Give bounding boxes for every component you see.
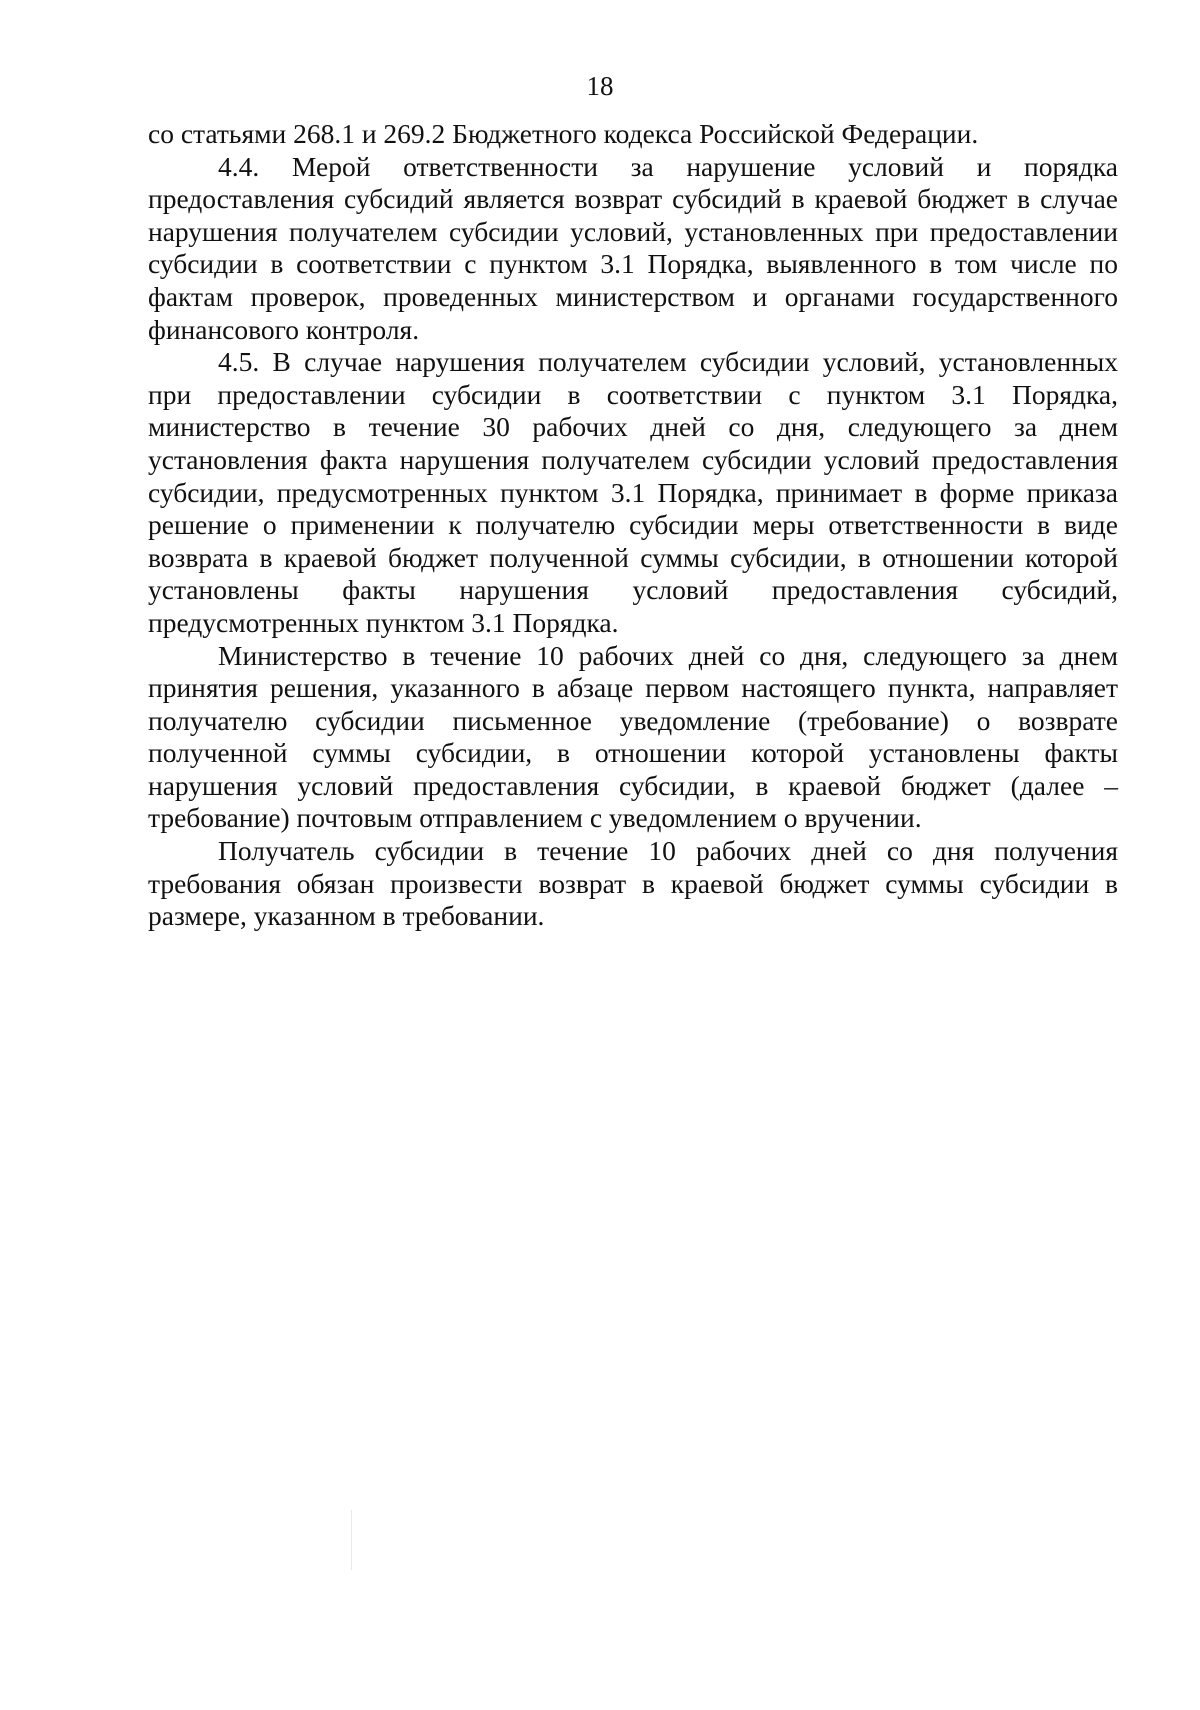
paragraph-continuation: со статьями 268.1 и 269.2 Бюджетного кодекса Российской Федерации.	[148, 118, 979, 149]
paragraph-4-5: 4.5. В случае нарушения получателем субсидии условий, установленных при предоставлении субсидии в соответствии с пунктом 3.1 Порядка, министерство в течение 30 рабочих дней со дня, следующего за днем установления факта нарушения получателем субсидии условий предоставления субсидии, предусмотренных пунктом 3.1 Порядка, принимает в форме приказа решение о применении к получателю субсидии меры ответственности в виде возврата в краевой бюджет полученной суммы субсидии, в отношении которой установлены факты нарушения условий предоставления субсидий, предусмотренных пунктом 3.1 Порядка.	[148, 346, 1118, 638]
paragraph-recipient-refund: Получатель субсидии в течение 10 рабочих дней со дня получения требования обязан произвести возврат в краевой бюджет суммы субсидии в размере, указанном в требовании.	[148, 835, 1118, 932]
document-body	[148, 118, 1118, 933]
scan-artifact-line	[351, 1510, 352, 1570]
page-number: 18	[586, 71, 614, 101]
paragraph-4-4: 4.4. Мерой ответственности за нарушение условий и порядка предоставления субсидий является возврат субсидий в краевой бюджет в случае нарушения получателем субсидии условий, установленных при предоставлении субсидии в соответствии с пунктом 3.1 Порядка, выявленного в том числе по фактам проверок, проведенных министерством и органами государственного финансового контроля.	[148, 150, 1118, 345]
paragraph-ministry-notice: Министерство в течение 10 рабочих дней со дня, следующего за днем принятия решения, указанного в абзаце первом настоящего пункта, направляет получателю субсидии письменное уведомление (требование) о возврате полученной суммы субсидии, в отношении которой установлены факты нарушения условий предоставления субсидии, в краевой бюджет (далее – требование) почтовым отправлением с уведомлением о вручении.	[148, 639, 1118, 834]
